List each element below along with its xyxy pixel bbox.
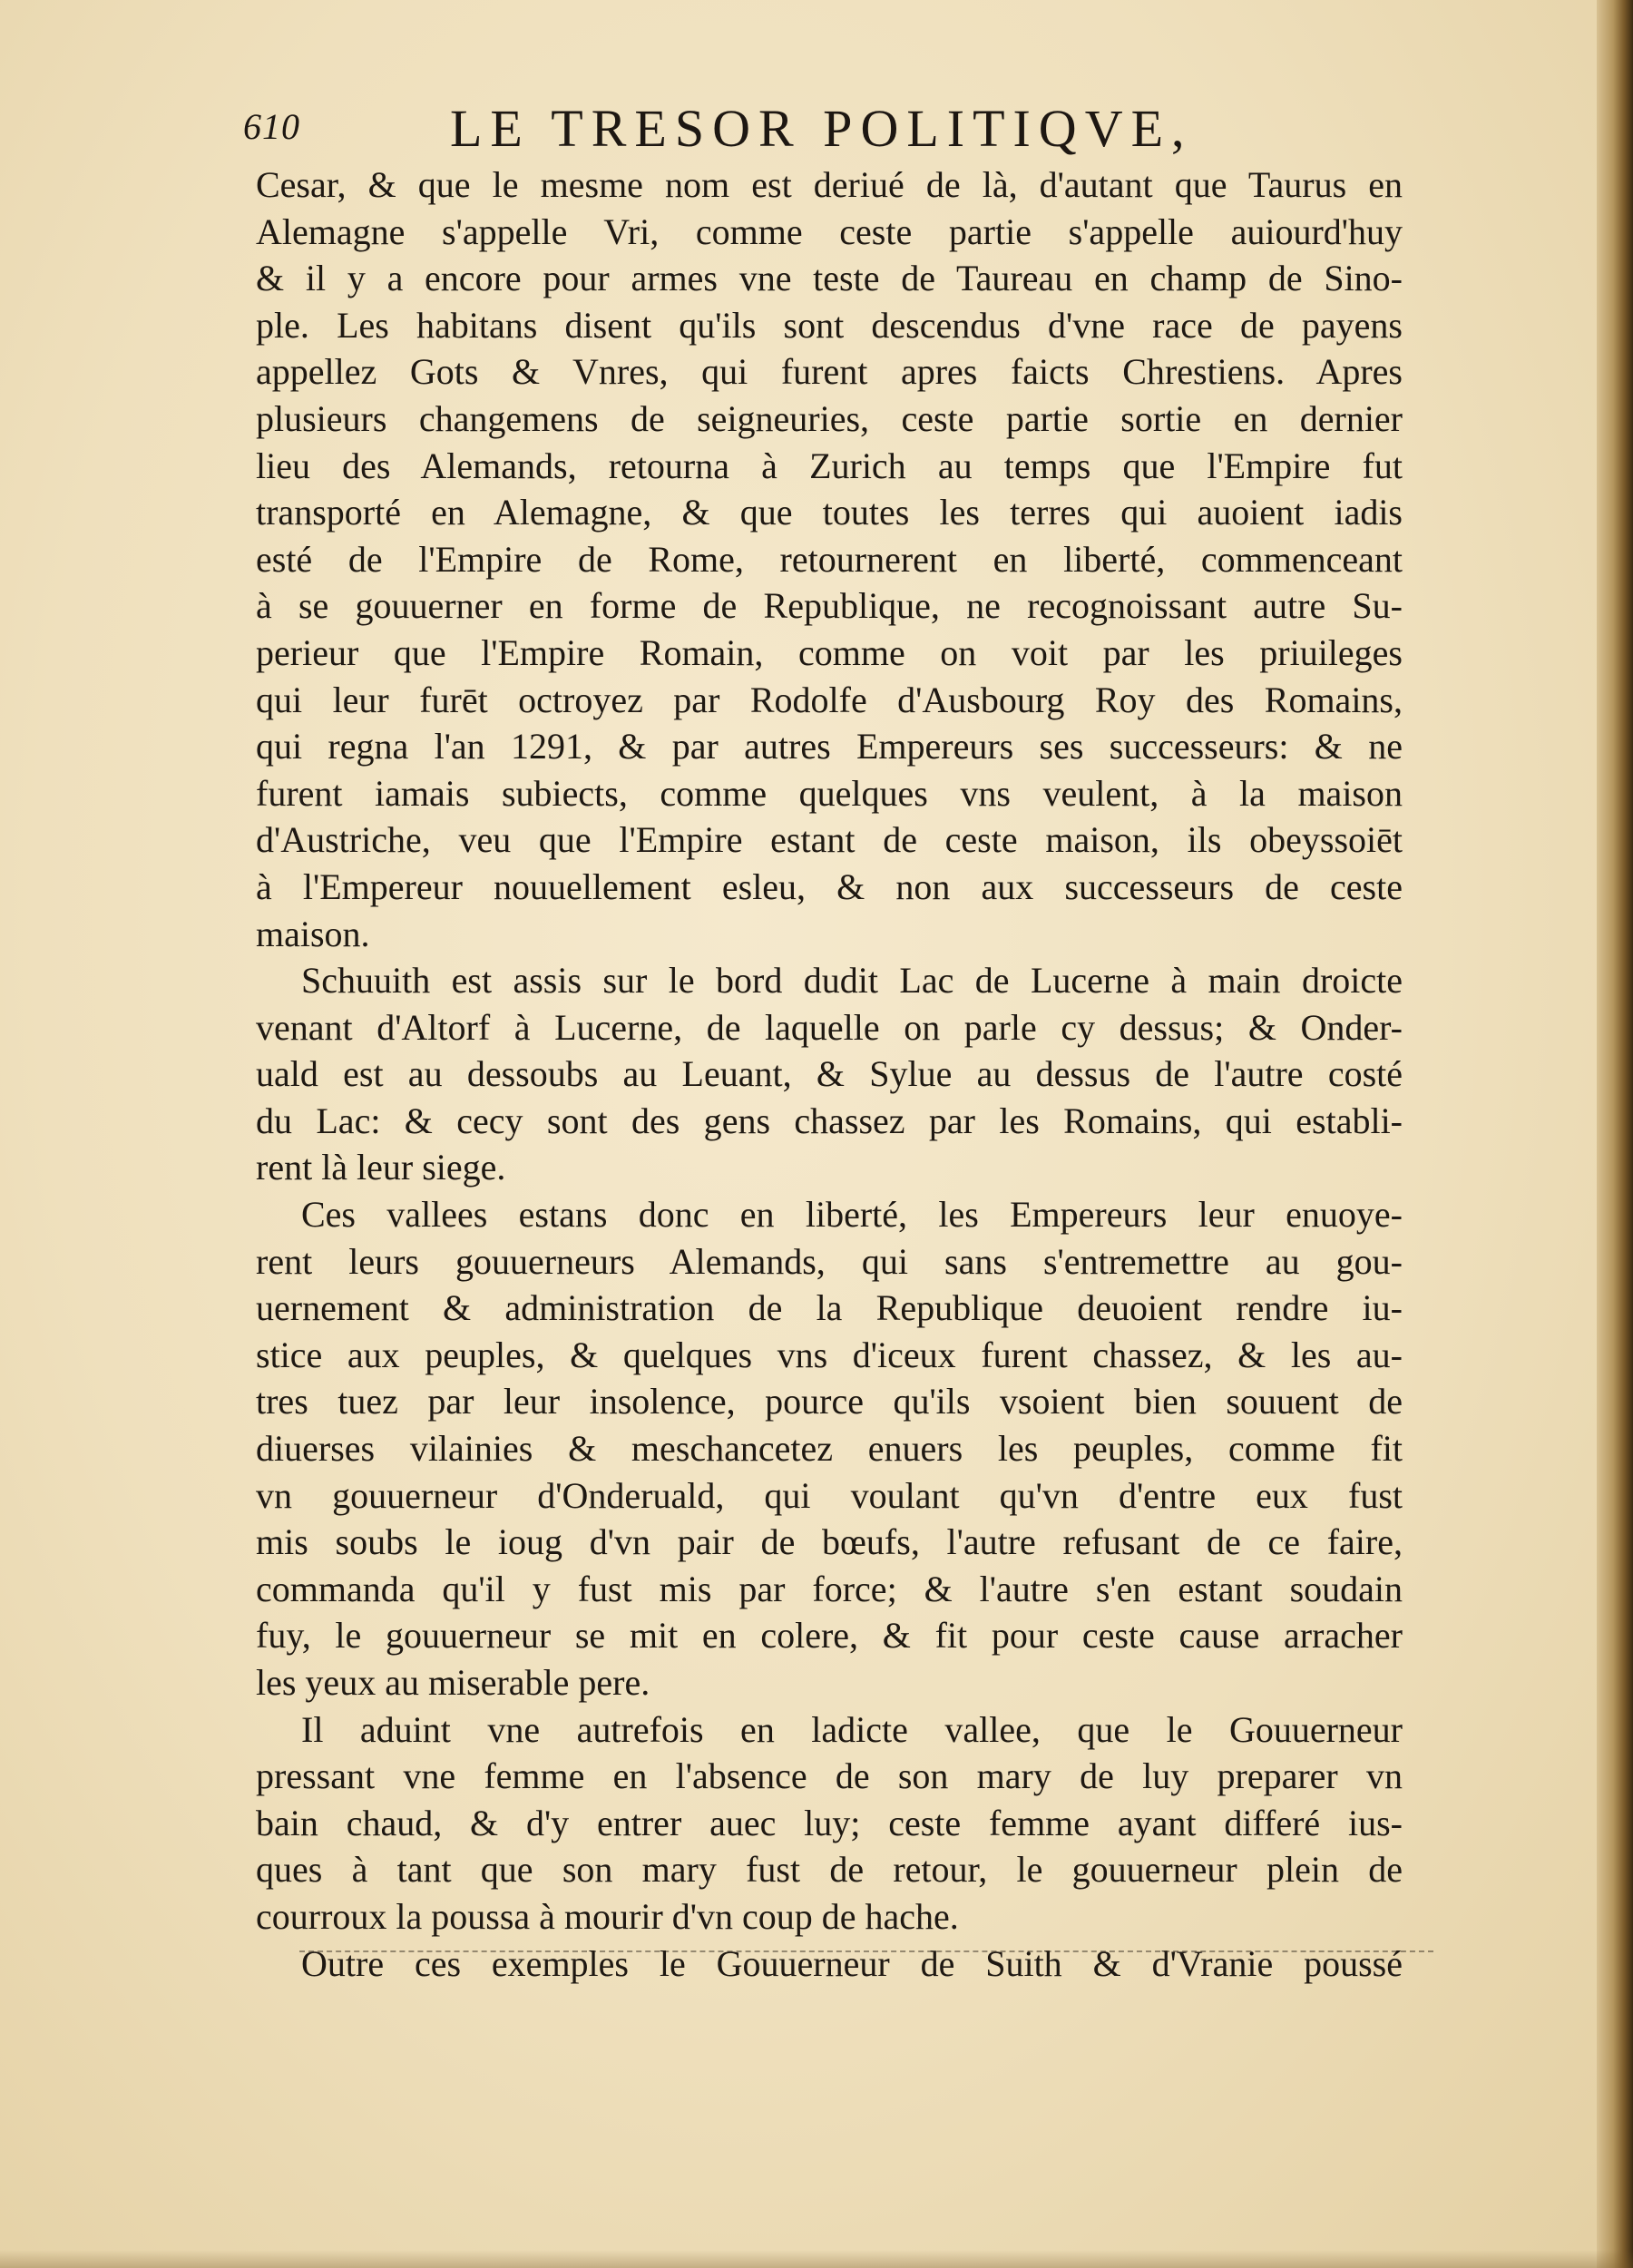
text-line: Il aduint vne autrefois en ladicte vallee, que le Gouuerneur — [301, 1708, 1403, 1750]
text-line: Schuuith est assis sur le bord dudit Lac de Lucerne à main droicte — [301, 960, 1403, 1002]
page-binding-edge — [1597, 0, 1633, 2268]
text-line: fuy, le gouuerneur se mit en colere, & fit pour ceste cause arracher — [256, 1615, 1403, 1657]
text-line: Ces vallees estans donc en liberté, les Empereurs leur enuoye- — [301, 1194, 1403, 1236]
text-line: Cesar, & que le mesme nom est deriué de là, d'autant que Taurus en — [256, 164, 1403, 205]
text-line: à se gouuerner en forme de Republique, ne recognoissant autre Su- — [256, 585, 1403, 627]
text-line: maison. — [256, 913, 370, 954]
bottom-rule — [299, 1950, 1433, 1954]
body-text — [256, 161, 1403, 1987]
text-line: bain chaud, & d'y entrer auec luy; ceste femme ayant differé ius- — [256, 1802, 1403, 1843]
text-line: venant d'Altorf à Lucerne, de laquelle on parle cy dessus; & Onder- — [256, 1006, 1403, 1048]
page-number: 610 — [243, 106, 300, 147]
text-line: ple. Les habitans disent qu'ils sont descendus d'vne race de payens — [256, 304, 1403, 346]
text-line: plusieurs changemens de seigneuries, ceste partie sortie en dernier — [256, 397, 1403, 439]
text-line: vn gouuerneur d'Onderuald, qui voulant qu'vn d'entre eux fust — [256, 1474, 1403, 1516]
text-line: stice aux peuples, & quelques vns d'iceux furent chassez, & les au- — [256, 1334, 1403, 1375]
text-line: appellez Gots & Vnres, qui furent apres faicts Chrestiens. Apres — [256, 351, 1403, 393]
text-line: pressant vne femme en l'absence de son mary de luy preparer vn — [256, 1755, 1403, 1797]
text-line: qui leur furēt octroyez par Rodolfe d'Ausbourg Roy des Romains, — [256, 679, 1403, 720]
text-line: les yeux au miserable pere. — [256, 1662, 650, 1703]
text-line: Alemagne s'appelle Vri, comme ceste partie s'appelle auiourd'huy — [256, 210, 1403, 252]
text-line: uernement & administration de la Republique deuoient rendre iu- — [256, 1287, 1403, 1329]
page-header — [243, 98, 1432, 171]
text-line: & il y a encore pour armes vne teste de Taureau en champ de Sino- — [256, 258, 1403, 299]
text-line: diuerses vilainies & meschancetez enuers les peuples, comme fit — [256, 1428, 1403, 1470]
text-line: transporté en Alemagne, & que toutes les terres qui auoient iadis — [256, 492, 1403, 533]
text-line: rent leurs gouuerneurs Alemands, qui sans s'entremettre au gou- — [256, 1240, 1403, 1282]
text-line: à l'Empereur nouuellement esleu, & non aux successeurs de ceste — [256, 865, 1403, 907]
text-line: lieu des Alemands, retourna à Zurich au temps que l'Empire fut — [256, 445, 1403, 486]
text-line: qui regna l'an 1291, & par autres Empereurs ses successeurs: & ne — [256, 726, 1403, 767]
running-title: LE TRESOR POLITIQVE, — [450, 99, 1193, 158]
page-bottom-shadow — [0, 2250, 1633, 2268]
text-line: tres tuez par leur insolence, pource qu'ils vsoient bien souuent de — [256, 1381, 1403, 1422]
text-line: commanda qu'il y fust mis par force; & l'autre s'en estant soudain — [256, 1568, 1403, 1609]
text-line: esté de l'Empire de Rome, retournerent en liberté, commenceant — [256, 538, 1403, 580]
text-line: perieur que l'Empire Romain, comme on voit par les priuileges — [256, 631, 1403, 673]
text-line: furent iamais subiects, comme quelques vns veulent, à la maison — [256, 772, 1403, 814]
text-line: Outre ces exemples le Gouuerneur de Suith & d'Vranie poussé — [301, 1942, 1403, 1984]
text-line: ques à tant que son mary fust de retour, le gouuerneur plein de — [256, 1849, 1403, 1891]
text-line: courroux la poussa à mourir d'vn coup de hache. — [256, 1895, 959, 1937]
text-line: rent là leur siege. — [256, 1147, 506, 1188]
text-line: d'Austriche, veu que l'Empire estant de ceste maison, ils obeyssoiēt — [256, 819, 1403, 861]
text-line: uald est au dessoubs au Leuant, & Sylue au dessus de l'autre costé — [256, 1053, 1403, 1095]
text-line: mis soubs le ioug d'vn pair de bœufs, l'autre refusant de ce faire, — [256, 1521, 1403, 1563]
text-line: du Lac: & cecy sont des gens chassez par les Romains, qui establi- — [256, 1100, 1403, 1141]
